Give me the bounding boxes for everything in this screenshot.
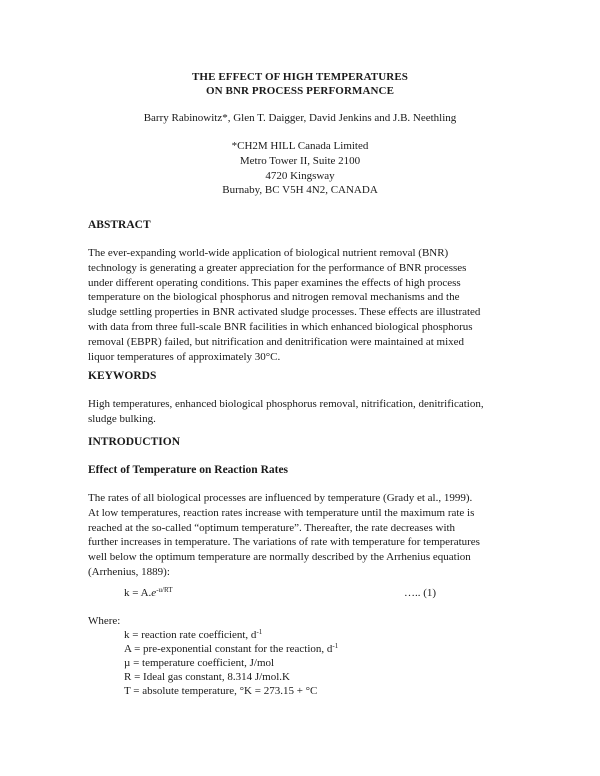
abstract-line: liquor temperatures of approximately 30°C. [88, 350, 281, 363]
affiliation-line-1: *CH2M HILL Canada Limited [231, 140, 369, 152]
definition-item [124, 643, 338, 655]
abstract-line: The ever-expanding world-wide application of biological nutrient removal (BNR) [88, 247, 449, 259]
introduction-paragraph [88, 491, 528, 580]
definition-sup: -1 [256, 628, 263, 636]
abstract-line: sludge settling properties in BNR activated sludge processes. These effects are illustrated [88, 306, 481, 319]
equation-lhs: k = A. [124, 587, 152, 599]
definition-item [124, 685, 317, 697]
intro-line: further increases in temperature. The variations of rate with temperature for temperatures [88, 536, 480, 549]
abstract-line: with data from three full-scale BNR facilities in which enhanced biological phosphorus [88, 320, 473, 333]
where-label: Where: [88, 615, 121, 627]
intro-line: (Arrhenius, 1889): [88, 565, 170, 578]
abstract-line: under different operating conditions. This paper examines the effects of high process [88, 276, 461, 289]
definition-sup: -1 [332, 642, 339, 650]
intro-line: At low temperatures, reaction rates increase with temperature until the maximum rate is [88, 506, 475, 519]
keywords-paragraph [88, 397, 528, 427]
intro-line: well below the optimum temperature are normally described by the Arrhenius equation [88, 551, 471, 564]
abstract-line: technology is generating a greater appreciation for the performance of BNR processes [88, 261, 467, 274]
definition-text: A = pre-exponential constant for the reaction, d [124, 643, 333, 655]
keywords-heading: KEYWORDS [88, 370, 157, 382]
introduction-heading: INTRODUCTION [88, 436, 181, 448]
equation-exponent: -u/RT [156, 586, 173, 594]
intro-line: reached at the so-called “optimum temperature”. Thereafter, the rate decreases with [88, 521, 456, 534]
arrhenius-equation [124, 587, 444, 599]
section-subheading: Effect of Temperature on Reaction Rates [88, 464, 289, 476]
intro-line: The rates of all biological processes are influenced by temperature (Grady et al., 1999). [88, 492, 473, 504]
definition-item [124, 657, 274, 669]
abstract-line: removal (EBPR) failed, but nitrification and denitrification were maintained at mixed [88, 335, 465, 348]
definition-text: k = reaction rate coefficient, d [124, 629, 257, 641]
affiliation-line-2: Metro Tower II, Suite 2100 [239, 155, 361, 167]
paper-title-line-1: THE EFFECT OF HIGH TEMPERATURES [191, 71, 408, 83]
definition-text: T = absolute temperature, °K = 273.15 + °C [124, 685, 318, 697]
keywords-line: High temperatures, enhanced biological phosphorus removal, nitrification, denitrification, [88, 398, 484, 410]
keywords-line: sludge bulking. [88, 412, 156, 425]
abstract-paragraph [88, 246, 528, 364]
paper-title-line-2: ON BNR PROCESS PERFORMANCE [205, 85, 395, 97]
abstract-line: temperature on the biological phosphorus and nitrogen removal mechanisms and the [88, 291, 460, 304]
equation-number: ….. (1) [404, 587, 437, 599]
definition-text: R = Ideal gas constant, 8.314 J/mol.K [124, 671, 290, 683]
equation-base: e [151, 587, 157, 599]
definition-text: µ = temperature coefficient, J/mol [124, 657, 275, 669]
abstract-heading: ABSTRACT [88, 219, 151, 231]
author-list: Barry Rabinowitz*, Glen T. Daigger, David Jenkins and J.B. Neethling [143, 112, 457, 124]
definition-item [124, 629, 262, 641]
affiliation-line-3: 4720 Kingsway [265, 170, 335, 182]
definition-item [124, 671, 290, 683]
affiliation-line-4: Burnaby, BC V5H 4N2, CANADA [222, 184, 378, 196]
